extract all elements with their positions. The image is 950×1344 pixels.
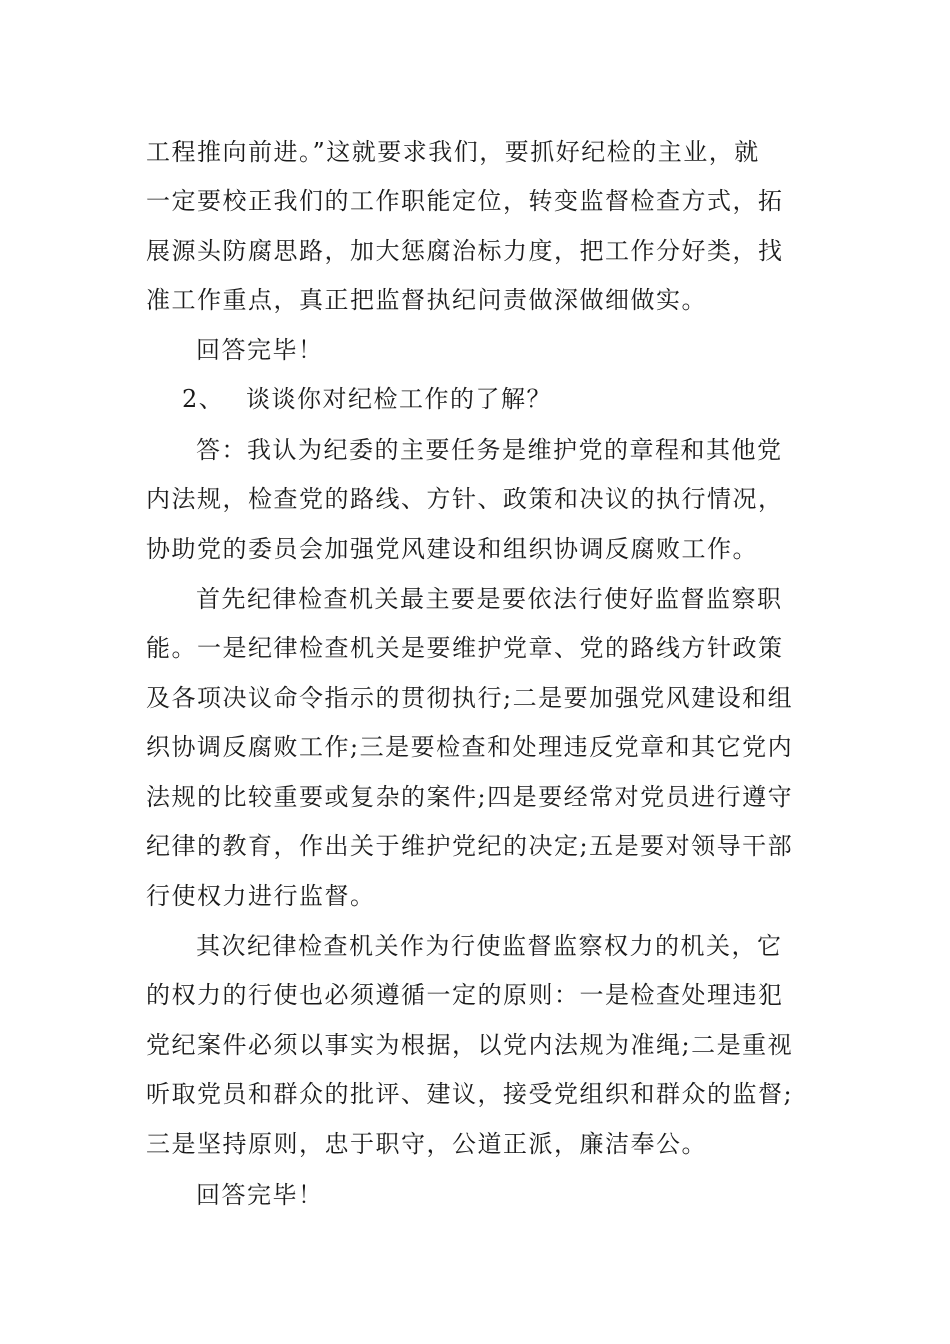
paragraph-line: 准工作重点，真正把监督执纪问责做深做细做实。	[146, 286, 707, 314]
answer-end-text: 回答完毕！	[196, 1181, 324, 1209]
paragraph-line: 展源头防腐思路，加大惩腐治标力度，把工作分好类，找	[146, 237, 784, 265]
paragraph-line: 一定要校正我们的工作职能定位，转变监督检查方式，拓	[146, 187, 784, 215]
paragraph-line: 三是坚持原则，忠于职守，公道正派，廉洁奉公。	[146, 1130, 707, 1158]
paragraph-line: 及各项决议命令指示的贯彻执行;二是要加强党风建设和组	[146, 684, 794, 712]
paragraph-line: 协助党的委员会加强党风建设和组织协调反腐败工作。	[146, 535, 758, 563]
paragraph-line: 答：我认为纪委的主要任务是维护党的章程和其他党	[196, 436, 783, 464]
paragraph-line: 工程推向前进。”这就要求我们，要抓好纪检的主业，就	[146, 138, 760, 166]
paragraph-line: 其次纪律检查机关作为行使监督监察权力的机关，它	[196, 932, 783, 960]
paragraph-line: 的权力的行使也必须遵循一定的原则：一是检查处理违犯	[146, 981, 784, 1009]
paragraph-line: 听取党员和群众的批评、建议，接受党组织和群众的监督;	[146, 1080, 794, 1108]
paragraph-line: 能。一是纪律检查机关是要维护党章、党的路线方针政策	[146, 634, 784, 662]
paragraph-line: 党纪案件必须以事实为根据，以党内法规为准绳;二是重视	[146, 1031, 794, 1059]
question-text: 谈谈你对纪检工作的了解？	[246, 385, 552, 413]
paragraph-line: 法规的比较重要或复杂的案件;四是要经常对党员进行遵守	[146, 783, 794, 811]
paragraph-line: 纪律的教育，作出关于维护党纪的决定;五是要对领导干部	[146, 832, 794, 860]
paragraph-line: 首先纪律检查机关最主要是要依法行使好监督监察职	[196, 585, 783, 613]
paragraph-line: 内法规，检查党的路线、方针、政策和决议的执行情况，	[146, 485, 784, 513]
paragraph-line: 行使权力进行监督。	[146, 882, 376, 910]
answer-end-text: 回答完毕！	[196, 336, 324, 364]
question-number: 2、	[182, 385, 225, 413]
paragraph-line: 织协调反腐败工作;三是要检查和处理违反党章和其它党内	[146, 733, 794, 761]
